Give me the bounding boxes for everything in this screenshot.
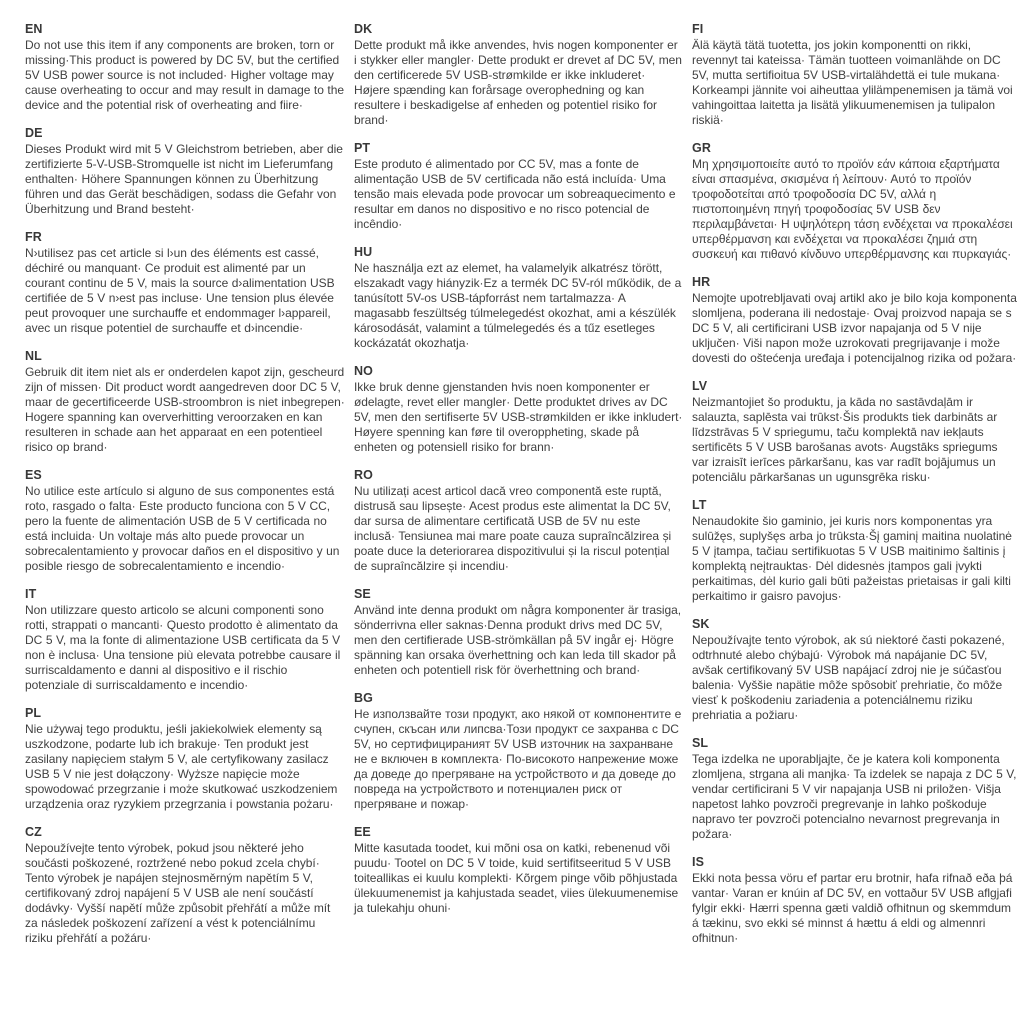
section-hr [692,275,1017,366]
language-code-pl: PL [25,706,42,720]
language-code-lt: LT [692,498,707,512]
warning-text-hr: Nemojte upotrebljavati ovaj artikl ako je bilo koja komponenta slomljena, poderana ili nedostaje· Ovaj proizvod napaja se s DC 5 V, ali certificirani USB izvor napajanja od 5 V nije uključen· Viši napon može uzrokovati pregrijavanje i može dovesti do oštećenja uređaja i potencijalnog rizika od požara· [692,291,1017,365]
warning-text-lv: Neizmantojiet šo produktu, ja kāda no sastāvdaļām ir salauzta, saplēsta vai trūkst·Šis produkts tiek darbināts ar līdzstrāvas 5 V spriegumu, taču komplektā nav iekļauts sertificēts 5 V USB barošanas avots· Augstāks spriegums var izraisīt ierīces pārkaršanu, kas var radīt bojājumus un potenciālu pārkaršanas un ugunsgrēka risku· [692,395,998,484]
language-code-dk: DK [354,22,373,36]
language-code-hr: HR [692,275,711,289]
section-lt [692,498,1017,604]
warning-text-es: No utilice este artículo si alguno de sus componentes está roto, rasgado o falta· Este producto funciona con 5 V CC, pero la fuente de alimentación USB de 5 V certificada no está incluida· Un voltaje más alto puede provocar un sobrecalentamiento y provocar daños en el dispositivo y un posible riesgo de sobrecalentamiento e incendio· [25,484,340,573]
section-ro [354,468,683,574]
language-code-cz: CZ [25,825,42,839]
warning-column-1 [25,22,345,1024]
section-bg [354,691,683,812]
section-hu [354,245,683,351]
language-code-gr: GR [692,141,711,155]
section-it [25,587,345,693]
language-code-lv: LV [692,379,708,393]
section-fi [692,22,1017,128]
warning-text-is: Ekki nota þessa vöru ef partar eru brotnir, hafa rifnað eða þá vantar· Varan er knúin af DC 5V, en vottaður 5V USB aflgjafi fylgir ekki· Hærri spenna gæti valdið ofhitnun og skemmdum á tækinu, svo ekki sé minnst á hættu á eldi og almennri ofhitnun· [692,871,1013,945]
warning-text-no: Ikke bruk denne gjenstanden hvis noen komponenter er ødelagte, revet eller mangler· Dette produktet drives av DC 5V, men den sertifiserte 5V USB-strømkilden er ikke inkludert· Høyere spenning kan føre til overoppheting, skade på enheten og potensiell risiko for brann· [354,380,683,454]
language-code-is: IS [692,855,705,869]
section-nl [25,349,345,455]
warning-text-lt: Nenaudokite šio gaminio, jei kuris nors komponentas yra sulūžęs, suplyšęs arba jo trūksta·Šį gaminį maitina nuolatinė 5 V įtampa, tačiau sertifikuotas 5 V USB maitinimo šaltinis į komplektą neįtrauktas· Dėl didesnės įtampos gali įvykti perkaitimas, dėl kurio gali būti pažeistas prietaisas ir gali kilti perkaitimo ir gaisro pavojus· [692,514,1012,603]
warning-column-3 [692,22,1017,1024]
language-code-hu: HU [354,245,373,259]
language-code-sk: SK [692,617,710,631]
section-no [354,364,683,455]
warning-text-pl: Nie używaj tego produktu, jeśli jakiekolwiek elementy są uszkodzone, podarte lub ich brakuje· Ten produkt jest zasilany napięciem stałym 5 V, ale certyfikowany zasilacz USB 5 V nie jest dołączony· Wyższe napięcie może spowodować przegrzanie i może skutkować uszkodzeniem urządzenia oraz ryzykiem przegrzania i powstania pożaru· [25,722,338,811]
language-code-es: ES [25,468,42,482]
warning-text-sk: Nepoužívajte tento výrobok, ak sú niektoré časti pokazené, odtrhnuté alebo chýbajú· Výrobok má napájanie DC 5V, avšak certifikovaný 5V USB napájací zdroj nie je súčasťou balenia· Vyššie napätie môže spôsobiť prehriatie, čo môže viesť k poškodeniu zariadenia a potenciálnemu riziku prehriatia a požiaru· [692,633,1005,722]
language-code-no: NO [354,364,373,378]
section-cz [25,825,345,946]
warning-text-fi: Älä käytä tätä tuotetta, jos jokin komponentti on rikki, revennyt tai kateissa· Tämän tuotteen voimanlähde on DC 5V, mutta sertifioitua 5V USB-virtalähdettä ei tule mukana· Korkeampi jännite voi aiheuttaa ylilämpenemisen ja tämä voi vahingoittaa laitetta ja lisätä ylikuumenemisen ja tulipalon riskiä· [692,38,1013,127]
language-code-sl: SL [692,736,709,750]
language-code-de: DE [25,126,43,140]
section-sk [692,617,1017,723]
warning-column-2 [354,22,683,1024]
warning-text-pt: Este produto é alimentado por CC 5V, mas a fonte de alimentação USB de 5V certificada não está incluída· Uma tensão mais elevada pode provocar um sobreaquecimento e resultar em danos no dispositivo e no risco potencial de incêndio· [354,157,676,231]
section-ee [354,825,683,916]
warning-text-cz: Nepoužívejte tento výrobek, pokud jsou některé jeho součásti poškozené, roztržené nebo pokud zcela chybí· Tento výrobek je napájen stejnosměrným napětím 5 V, certifikovaný zdroj napájení 5 V USB ale není součástí dodávky· Vyšší napětí může způsobit přehřátí a může mít za následek poškození zařízení a vést k potenciálnímu riziku přehřátí a požáru· [25,841,331,945]
warning-text-ro: Nu utilizați acest articol dacă vreo componentă este ruptă, distrusă sau lipsește· Acest produs este alimentat la DC 5V, dar sursa de alimentare certificată USB de 5V nu este inclusă· Tensiunea mai mare poate cauza supraîncălzirea și poate duce la deteriorarea dispozitivului și la riscul potențial de supraîncălzire și incendiu· [354,484,672,573]
warning-text-sl: Tega izdelka ne uporabljajte, če je katera koli komponenta zlomljena, strgana ali manjka· Ta izdelek se napaja z DC 5 V, vendar certificirani 5 V vir napajanja USB ni priložen· Višja napetost lahko povzroči pregrevanje in lahko poškoduje napravo ter povzroči potencialno nevarnost pregrevanja in požara· [692,752,1017,841]
language-code-en: EN [25,22,43,36]
warning-text-bg: Не използвайте този продукт, ако някой от компонентите е счупен, скъсан или липсва·Този продукт се захранва с DC 5V, но сертифицираният 5V USB източник на захранване не е включен в комплекта· По-високото напрежение може да доведе до прегряване на устройството и да доведе до повреда на устройството и потенциален риск от прегряване и пожар· [354,707,682,811]
section-pt [354,141,683,232]
section-de [25,126,345,217]
warning-text-it: Non utilizzare questo articolo se alcuni componenti sono rotti, strappati o mancanti· Questo prodotto è alimentato da DC 5 V, ma la fonte di alimentazione USB certificata da 5 V non è inclusa· Una tensione più elevata potrebbe causare il surriscaldamento e danni al dispositivo e il rischio potenziale di surriscaldamento e incendio· [25,603,341,692]
section-pl [25,706,345,812]
language-code-pt: PT [354,141,371,155]
section-es [25,468,345,574]
section-fr [25,230,345,336]
section-en [25,22,345,113]
language-code-ee: EE [354,825,371,839]
language-code-it: IT [25,587,37,601]
section-dk [354,22,683,128]
warning-text-en: Do not use this item if any components are broken, torn or missing·This product is powered by DC 5V, but the certified 5V USB power source is not included· Higher voltage may cause overheating to occur and may result in damage to the device and the potential risk of overheating and fiire· [25,38,344,112]
warning-text-hu: Ne használja ezt az elemet, ha valamelyik alkatrész törött, elszakadt vagy hiányzik·Ez a termék DC 5V-ról működik, de a tanúsított 5V-os USB-tápforrást nem tartalmazza· A magasabb feszültség túlmelegedést okozhat, ami a készülék károsodását, valamint a túlmelegedés és a tűz esetleges kockázatát okozhatja· [354,261,682,350]
warning-text-ee: Mitte kasutada toodet, kui mõni osa on katki, rebenenud või puudu· Tootel on DC 5 V toide, kuid sertifitseeritud 5 V USB toiteallikas ei kuulu komplekti· Kõrgem pinge võib põhjustada ülekuumenemist ja kahjustada seadet, viies ülekuumenemise ja tulekahju ohuni· [354,841,679,915]
language-code-fi: FI [692,22,704,36]
section-lv [692,379,1017,485]
section-se [354,587,683,678]
language-code-nl: NL [25,349,42,363]
warning-text-dk: Dette produkt må ikke anvendes, hvis nogen komponenter er i stykker eller mangler· Dette produkt er drevet af DC 5V, men den certificerede 5V USB-strømkilde er ikke inkluderet· Højere spænding kan forårsage overophedning og kan resultere i beskadigelse af enheden og potentiel risiko for brand· [354,38,682,127]
warning-text-nl: Gebruik dit item niet als er onderdelen kapot zijn, gescheurd zijn of missen· Dit product wordt aangedreven door DC 5 V, maar de gecertificeerde USB-stroombron is niet inbegrepen· Hogere spanning kan oververhitting veroorzaken en kan resulteren in schade aan het apparaat en een potentieel risico op brand· [25,365,345,454]
section-sl [692,736,1017,842]
warning-text-de: Dieses Produkt wird mit 5 V Gleichstrom betrieben, aber die zertifizierte 5-V-USB-Stromquelle ist nicht im Lieferumfang enthalten· Höhere Spannungen können zu Überhitzung führen und das Gerät beschädigen, sodass die Gefahr von Überhitzung und Brand besteht· [25,142,343,216]
language-code-se: SE [354,587,371,601]
warning-text-se: Använd inte denna produkt om några komponenter är trasiga, sönderrivna eller saknas·Denna produkt drivs med DC 5V, men den certifierade USB-strömkällan på 5V ingår ej· Högre spänning kan orsaka överhettning och kan leda till skador på enheten och potentiell risk för överhettning och brand· [354,603,682,677]
language-code-bg: BG [354,691,373,705]
language-code-fr: FR [25,230,42,244]
language-code-ro: RO [354,468,373,482]
section-is [692,855,1017,946]
warning-text-fr: N›utilisez pas cet article si l›un des éléments est cassé, déchiré ou manquant· Ce produit est alimenté par un courant continu de 5 V, mais la source d›alimentation USB certifiée de 5 V n›est pas incluse· Une tension plus élevée peut provoquer une surchauffe et endommager l›appareil, avec un risque potentiel de surchauffe et d›incendie· [25,246,335,335]
warning-text-gr: Μη χρησιμοποιείτε αυτό το προϊόν εάν κάποια εξαρτήματα είναι σπασμένα, σκισμένα ή λείπουν· Αυτό το προϊόν τροφοδοτείται από τροφοδοσία DC 5V, αλλά η πιστοποιημένη πηγή τροφοδοσίας 5V USB δεν περιλαμβάνεται· Η υψηλότερη τάση ενδέχεται να προκαλέσει υπερθέρμανση και ενδέχεται να προκαλέσει ζημιά στη συσκευή και πιθανό κίνδυνο υπερθέρμανσης και πυρκαγιάς· [692,157,1013,261]
section-gr [692,141,1017,262]
